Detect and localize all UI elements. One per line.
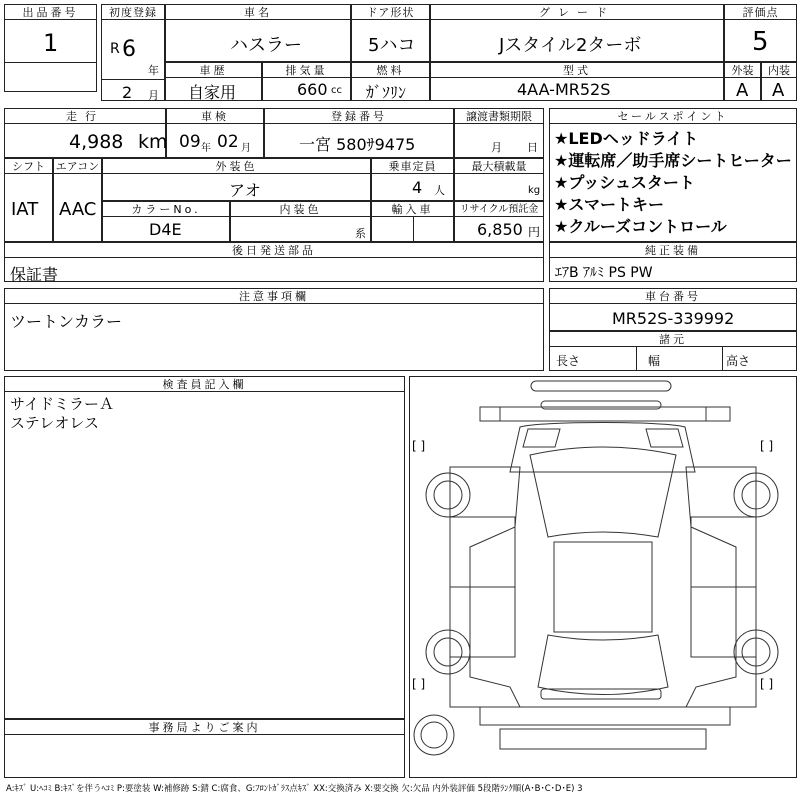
capacity-label: 乗車定員 [372,159,453,174]
right-bracket: [ ] [760,439,774,453]
office-box [4,719,405,778]
shift-label: シフト [5,159,52,174]
sales-point-item: ★スマートキー [554,195,665,214]
transfer-label: 譲渡書類期限 [455,109,543,124]
grade-box [430,4,724,62]
sales-point-item: ★LEDヘッドライト [554,129,699,148]
caution: ツートンカラー [10,312,123,331]
color-no-box [102,201,230,242]
capacity-box [371,158,454,201]
inspector-note: サイドミラーＡ [10,395,114,413]
sales-points-box [549,108,797,242]
interior-label: 内装 [762,63,796,78]
chassis-number: MR52S-339992 [612,309,735,328]
score-box [724,4,797,62]
width-label: 幅 [648,354,661,368]
sales-point-item: ★プッシュスタート [554,173,695,192]
mileage-unit: km [138,131,168,153]
car-name-box [165,4,351,62]
registration-number: 一宮 580ｻ9475 [299,135,416,154]
later-parts-label: 後日発送部品 [5,243,543,258]
equipment: ｴｱB ｱﾙﾐ PS PW [555,265,653,281]
interior-color-unit: 系 [355,227,366,240]
exterior-label: 外装 [725,63,760,78]
recycle-label: リサイクル預託金 [455,202,543,217]
aircon-label: エアコン [55,160,100,173]
aircon: AAC [59,199,97,220]
sales-point-item: ★クルーズコントロール [554,217,727,236]
interior-box [761,62,797,101]
car-name: ハスラー [230,35,302,56]
mileage-label: 走行 [5,109,165,124]
transfer-month-unit: 月 [491,141,502,154]
first-registration-month: 2 [122,83,133,102]
history-label: 車歴 [166,63,261,78]
exterior-color-box [102,158,371,201]
transfer-day-unit: 日 [527,141,538,154]
max-load-label: 最大積載量 [455,159,543,174]
inspection-box [166,108,264,158]
history: 自家用 [188,83,237,102]
inspection-month: 02 [217,132,239,152]
capacity: 4 [412,178,423,197]
length-label: 長さ [556,354,581,368]
office-label: 事務局よりご案内 [5,720,404,735]
model: 4AA-MR52S [517,80,611,99]
later-parts-box [4,242,544,282]
damage-legend: A:ｷｽﾞ U:ﾍｺﾐ B:ｷｽﾞを伴うﾍｺﾐ P:要塗装 W:補修跡 S:錆 C:腐食、G:ﾌﾛﾝﾄｶﾞﾗｽ点ｷｽﾞ XX:交換済み X:要交換 欠:欠品 内外装評価 5段階ﾗﾝｸ順(A･B･C･D･E) 3 [6,784,583,794]
exterior-color-label: 外装色 [103,159,370,174]
first-registration-box [101,4,165,101]
shift: IAT [11,199,39,220]
first-registration-year: 6 [122,37,136,62]
interior-grade: A [772,80,785,101]
caution-box [4,288,544,371]
transfer-box [454,108,544,158]
displacement: 660 [297,80,328,99]
door-label: ドア形状 [352,5,429,20]
import-box [371,201,454,242]
recycle-fee: 6,850 [477,220,523,239]
registration-box [264,108,454,158]
lot-box [4,4,97,92]
sales-points-label: セールスポイント [550,109,796,124]
door-box [351,4,430,62]
era: R [110,41,120,57]
month-unit: 月 [148,89,159,102]
sales-point-item: ★運転席／助手席シートヒーター [554,151,792,170]
chassis-box [549,288,797,331]
registration-label: 登録番号 [265,109,453,124]
mileage: 4,988 [69,131,124,153]
chassis-label: 車台番号 [550,289,796,304]
capacity-unit: 人 [434,184,445,197]
import-label: 輸入車 [372,202,453,217]
color-no-label: カラーNo. [103,202,229,217]
shift-box [4,158,53,242]
dimensions-box [549,331,797,371]
inspection-label: 車検 [167,109,263,124]
inspection-year-unit: 年 [201,143,211,154]
color-no: D4E [149,220,182,239]
interior-color-box [230,201,371,242]
lot-number: 1 [43,29,59,57]
max-load-box [454,158,544,201]
displacement-unit: cc [331,85,342,96]
max-load-unit: kg [528,185,541,196]
grade-label: グレード [431,5,723,20]
recycle-unit: 円 [528,225,541,239]
fuel: ｶﾞｿﾘﾝ [366,83,407,102]
height-label: 高さ [726,354,751,368]
inspector-box [4,376,405,719]
car-name-label: 車名 [166,5,350,20]
exterior-box [724,62,761,101]
inspection-month-unit: 月 [241,143,251,154]
exterior-grade: A [736,80,749,101]
aircon-box [53,158,102,242]
fuel-label: 燃料 [352,63,429,78]
inspector-label: 検査員記入欄 [5,377,404,392]
damage-diagram [409,376,797,778]
lot-label: 出品番号 [5,5,96,20]
displacement-label: 排気量 [263,63,350,78]
inspection-year: 09 [179,132,201,152]
year-unit: 年 [148,64,159,77]
exterior-color: アオ [229,181,261,200]
model-box [430,62,724,101]
fuel-box [351,62,430,101]
car-outline-diagram [410,377,796,777]
door-type: 5ハコ [368,35,416,56]
dimensions-label: 諸元 [550,332,796,347]
history-box [165,62,262,101]
later-parts: 保証書 [10,265,59,284]
left-bracket: [ ] [412,439,426,453]
equipment-box [549,242,797,282]
interior-color-label: 内装色 [231,202,370,217]
recycle-box [454,201,544,242]
score-label: 評価点 [725,5,796,20]
right-bracket: [ ] [760,677,774,691]
left-bracket: [ ] [412,677,426,691]
displacement-box [262,62,351,101]
caution-label: 注意事項欄 [5,289,543,304]
inspector-note: ステレオレス [10,414,99,432]
mileage-box [4,108,166,158]
grade: Jスタイル2ターボ [499,35,642,56]
score: 5 [752,27,769,57]
model-label: 型式 [431,63,723,78]
equipment-label: 純正装備 [550,243,796,258]
first-registration-label: 初度登録 [102,5,164,20]
